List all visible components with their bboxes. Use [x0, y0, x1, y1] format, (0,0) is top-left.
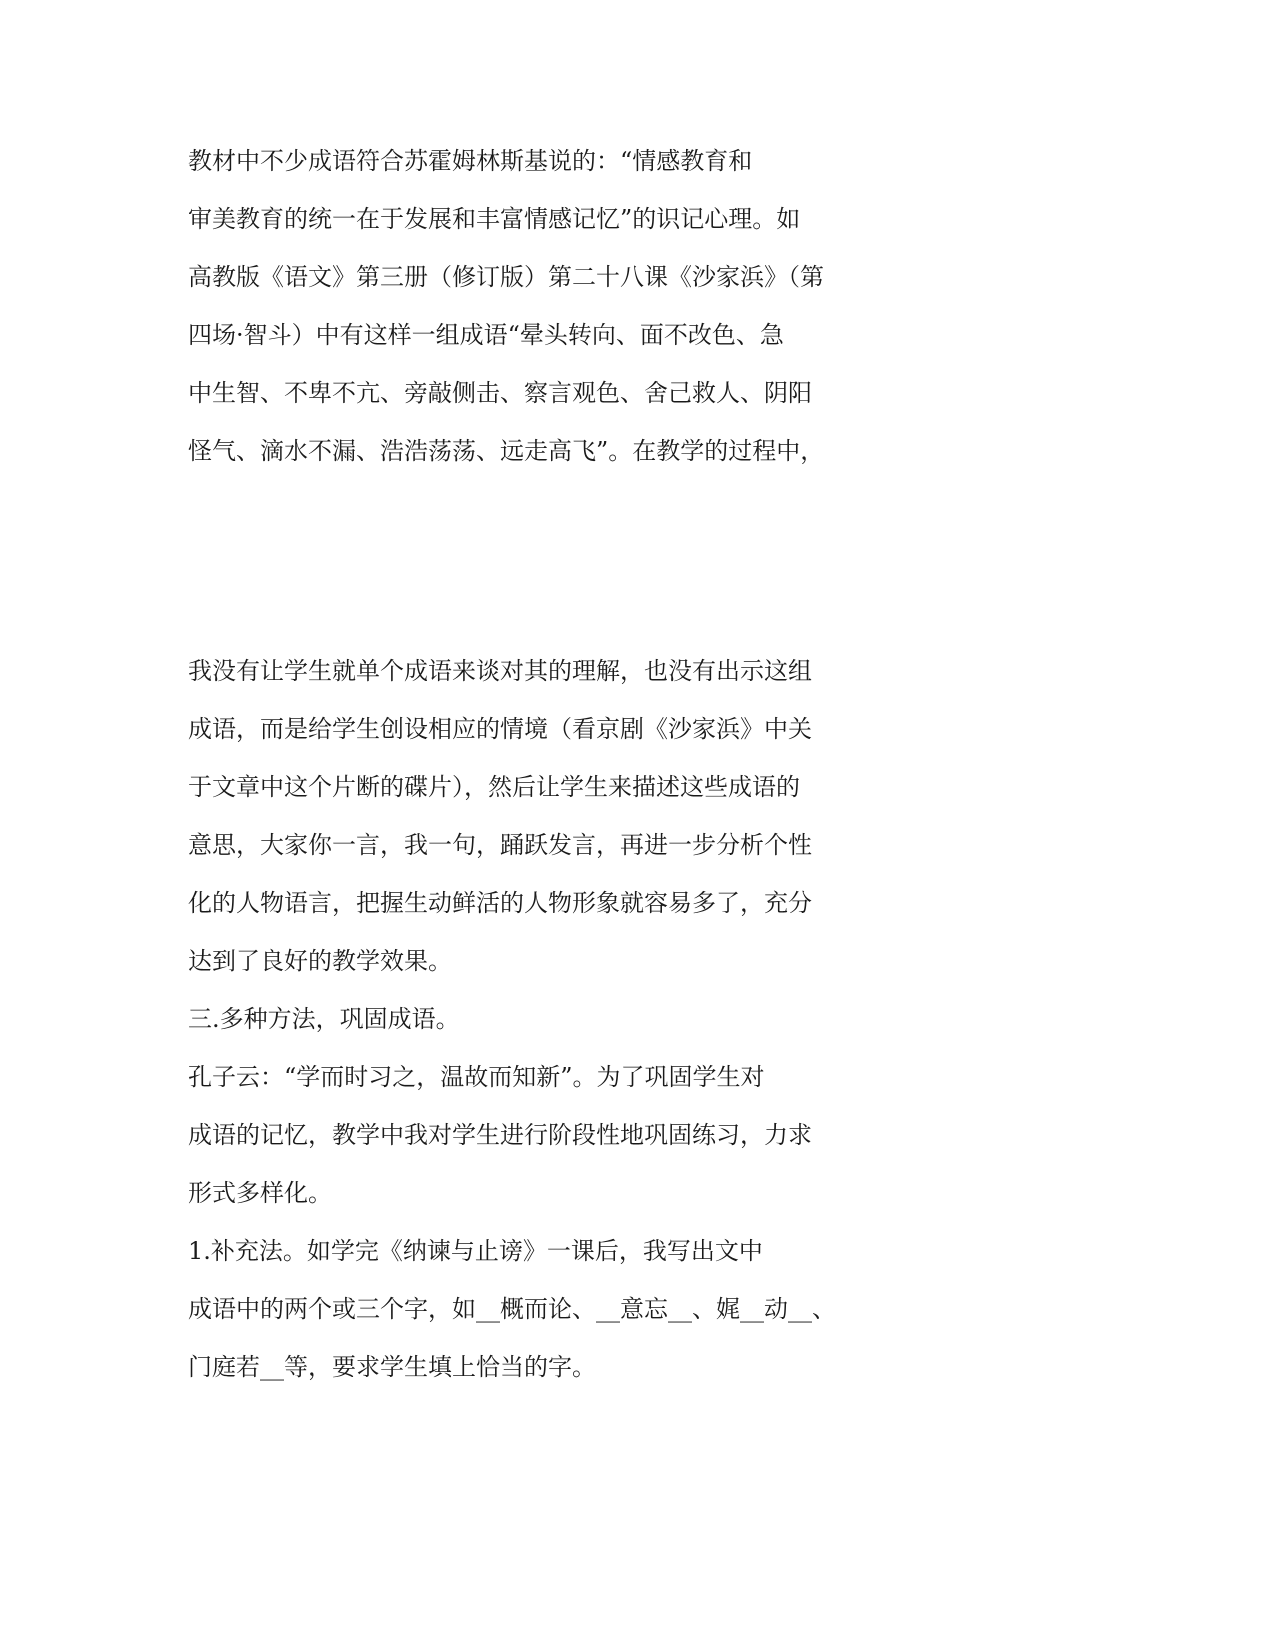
text-line: 1.补充法。如学完《纳谏与止谤》一课后，我写出文中 [188, 1237, 763, 1265]
text-line: 成语，而是给学生创设相应的情境（看京剧《沙家浜》中关 [188, 715, 812, 743]
text-line: 孔子云：“学而时习之，温故而知新”。为了巩固学生对 [188, 1063, 765, 1091]
text-line: 高教版《语文》第三册（修订版）第二十八课《沙家浜》（第 [188, 263, 824, 291]
text-line: 教材中不少成语符合苏霍姆林斯基说的：“情感教育和 [188, 147, 753, 175]
text-line: 形式多样化。 [188, 1179, 332, 1207]
text-line: 怪气、滴水不漏、浩浩荡荡、远走高飞”。在教学的过程中， [188, 437, 825, 465]
text-line: 中生智、不卑不亢、旁敲侧击、察言观色、舍己救人、阴阳 [188, 379, 812, 407]
text-line: 于文章中这个片断的碟片），然后让学生来描述这些成语的 [188, 773, 800, 801]
text-line: 门庭若__等，要求学生填上恰当的字。 [188, 1353, 596, 1381]
text-line: 达到了良好的教学效果。 [188, 947, 452, 975]
text-line: 我没有让学生就单个成语来谈对其的理解，也没有出示这组 [188, 657, 812, 685]
text-line: 化的人物语言，把握生动鲜活的人物形象就容易多了，充分 [188, 889, 812, 917]
text-line: 审美教育的统一在于发展和丰富情感记忆”的识记心理。如 [188, 205, 801, 233]
section-heading: 三.多种方法，巩固成语。 [188, 1005, 460, 1033]
text-line: 意思，大家你一言，我一句，踊跃发言，再进一步分析个性 [188, 831, 812, 859]
text-line: 成语中的两个或三个字，如__概而论、__意忘__、娓__动__、 [188, 1295, 836, 1323]
text-line: 成语的记忆，教学中我对学生进行阶段性地巩固练习，力求 [188, 1121, 812, 1149]
text-line: 四场·智斗）中有这样一组成语“晕头转向、面不改色、急 [188, 321, 784, 349]
